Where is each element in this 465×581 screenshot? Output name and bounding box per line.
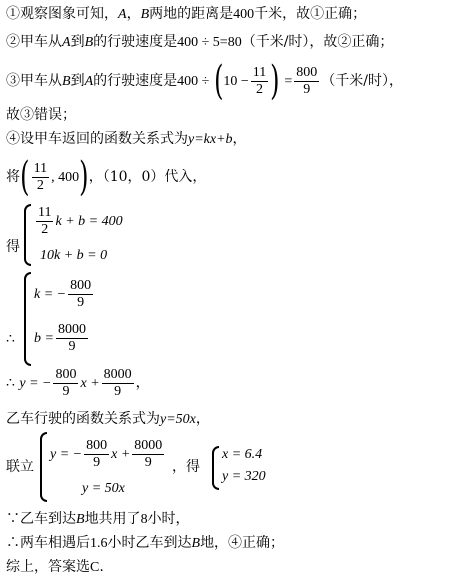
math: x + [111,447,131,462]
equation-row: 10k + b = 0 [40,248,108,263]
fraction [32,161,49,194]
denominator: 2 [36,177,44,193]
brace [24,204,31,266]
text: 乙车行驶的函数关系式为 [6,411,160,427]
text: ， [135,375,150,391]
solution-row: y = 320 [222,469,266,484]
text: . [99,559,104,575]
math: 400 ÷ [177,74,210,89]
equation-row [50,436,166,474]
numerator: 800 [296,64,318,80]
denominator: 9 [114,383,122,399]
text: 得 [6,239,20,255]
point-a: A [62,35,71,50]
equation-row [34,276,95,314]
text: ①观察图象可知， [6,6,118,22]
final-answer [6,558,104,577]
math: , 400 [51,170,80,185]
statement-4 [6,130,247,149]
therefore-symbol: ∴ [6,331,15,347]
equation-row: y = 50x [82,481,125,496]
right-paren: ) [270,58,280,104]
point-a: A [84,74,94,89]
text: ∵乙车到达 [6,511,76,527]
meeting-conclusion [6,534,284,553]
function-expression: y=kx+b [188,132,233,147]
text: （千米/时），故②正确； [241,34,394,50]
answer-choice: C [90,560,100,575]
denominator: 9 [62,383,70,399]
numerator: 8000 [57,322,86,338]
fraction [36,205,53,238]
point-a: A [118,7,127,22]
left-paren: ( [20,154,30,200]
fraction [132,438,164,471]
brace [24,272,31,366]
math: = [284,74,293,89]
right-paren: ) [79,154,89,200]
text: ④设甲车返回的函数关系式为 [6,131,188,147]
point-b: B [62,74,71,89]
text: ②甲车从 [6,34,62,50]
point-b: B [76,512,85,527]
math: 1.6 [90,536,108,551]
equation-row [34,320,90,358]
left-paren: ( [213,58,224,104]
text: 的行驶速度是 [93,73,178,89]
numerator: 8000 [134,438,163,454]
equation-row [34,204,123,240]
math: b = [34,331,54,346]
substitution-line [6,156,206,199]
point-b: B [84,35,94,50]
fraction [102,367,134,400]
denominator: 9 [144,455,152,471]
fraction [53,367,78,400]
math: x + [80,376,100,391]
point-b: B [140,7,150,22]
text: 综上，答案选 [6,559,90,575]
math: k = − [34,287,67,302]
numerator: 11 [38,205,52,221]
text: ③甲车从 [6,73,62,89]
fraction [294,65,319,98]
statement-3-conclusion [6,106,76,124]
brace [40,432,47,502]
statement-2 [6,33,393,52]
therefore-symbol: ∴ [6,375,15,391]
statement-3 [6,60,403,103]
point-b: B [191,536,201,551]
speed-expression: 400 ÷ 5=80 [177,35,242,50]
text: 小时乙车到达 [107,535,192,551]
text: 故③错误； [6,107,76,123]
text: ， [126,6,141,22]
numerator: 800 [86,438,108,454]
math: k + b = 400 [55,214,123,229]
numerator: 800 [70,278,92,294]
text: ，（10，0）代入， [88,169,207,185]
text: ， [232,131,247,147]
numerator: 800 [55,366,77,382]
fraction [251,65,268,98]
car-b-function [6,410,210,429]
math: y = − [50,447,83,462]
text: （千米/时）， [321,73,403,89]
text: 地，④正确； [200,535,285,551]
statement-1 [6,5,366,24]
text: 小时， [147,511,190,527]
denominator: 2 [256,81,264,97]
numerator: 11 [33,160,48,176]
text: 到 [70,34,85,50]
fraction [68,278,93,311]
denominator: 9 [93,455,101,471]
solution-row: x = 6.4 [222,447,263,462]
fraction [84,438,109,471]
arrival-time [6,510,190,529]
text: ，得 [172,459,200,475]
math: 8 [140,512,148,527]
math: y = − [19,376,52,391]
text: ∴两车相遇后 [6,535,90,551]
text: 联立 [6,459,34,475]
function-expression: y=50x [160,412,196,427]
denominator: 9 [68,339,76,355]
function-result [6,364,150,403]
text: ， [195,411,210,427]
denominator: 9 [77,295,85,311]
text: 的行驶速度是 [93,34,178,50]
text: 地共用了 [84,511,141,527]
denominator: 9 [303,81,311,97]
text: 千米，故①正确； [254,6,367,22]
text: 将 [6,169,20,185]
text: 到 [70,73,85,89]
numerator: 11 [252,64,267,80]
denominator: 2 [41,222,49,238]
distance-value: 400 [233,7,255,22]
brace [212,446,219,490]
math: 10 − [223,74,249,89]
text: 两地的距离是 [149,6,234,22]
numerator: 8000 [103,366,132,382]
fraction [56,322,88,355]
